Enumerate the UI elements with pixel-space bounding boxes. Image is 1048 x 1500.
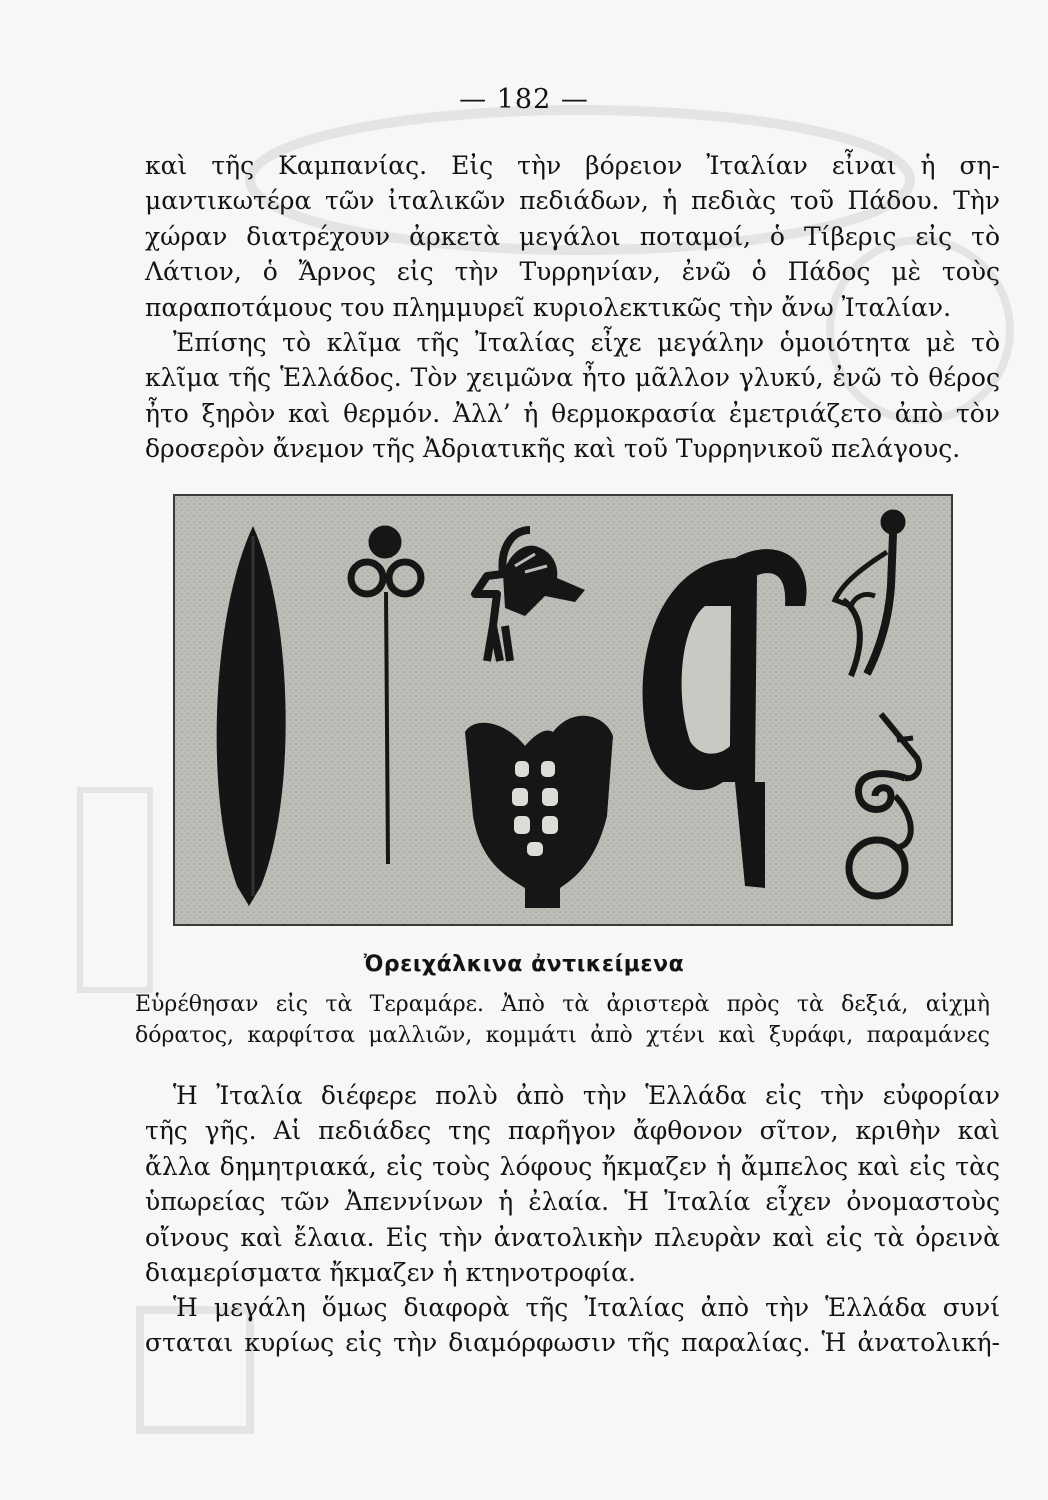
text-line: Ἡ μεγάλη ὅμως διαφορὰ τῆς Ἰταλίας ἀπὸ τὴν Ἑλλάδα συνί: [173, 1293, 1000, 1322]
page-number: — 182 —: [459, 84, 589, 115]
paragraph-1: [145, 148, 1000, 325]
text-line: κλῖμα τῆς Ἑλλάδος. Τὸν χειμῶνα ἦτο μᾶλλον γλυκύ, ἐνῶ τὸ θέρος: [145, 363, 1000, 393]
text-line: καὶ τῆς Καμπανίας. Εἰς τὴν βόρειον Ἰταλίαν εἶναι ἡ ση-: [145, 151, 1000, 180]
text-line: Λάτιον, ὁ Ἄρνος εἰς τὴν Τυρρηνίαν, ἐνῶ ὁ Πάδος μὲ τοὺς: [145, 257, 1000, 287]
text-line: ὑπωρείας τῶν Ἀπεννίνων ἡ ἐλαία. Ἡ Ἰταλία εἶχεν ὀνομαστοὺς: [145, 1187, 1000, 1217]
caption-line: Εὑρέθησαν εἰς τὰ Τεραμάρε. Ἀπὸ τὰ ἀριστερὰ πρὸς τὰ δεξιά, αἰχμὴ: [135, 992, 990, 1017]
text-line: δροσερὸν ἄνεμον τῆς Ἀδριατικῆς καὶ τοῦ Τυρρηνικοῦ πελάγους.: [145, 434, 961, 464]
text-line: ἦτο ξηρὸν καὶ θερμόν. Ἀλλ’ ἡ θερμοκρασία ἐμετριάζετο ἀπὸ τὸν: [145, 398, 1000, 428]
paragraph-3: [145, 1078, 1000, 1290]
paragraph-2: [145, 325, 1000, 467]
text-line: τῆς γῆς. Αἱ πεδιάδες της παρῆγον ἄφθονον σῖτον, κριθὴν καὶ: [145, 1116, 1000, 1146]
text-line: διαμερίσματα ἤκμαζεν ἡ κτηνοτροφία.: [145, 1258, 636, 1288]
text-line: Ἡ Ἰταλία διέφερε πολὺ ἀπὸ τὴν Ἑλλάδα εἰς τὴν εὐφορίαν: [173, 1081, 1000, 1110]
text-line: σταται κυρίως εἰς τὴν διαμόρφωσιν τῆς παραλίας. Ἡ ἀνατολική-: [145, 1328, 1000, 1358]
text-line: χώραν διατρέχουν ἀρκετὰ μεγάλοι ποταμοί, ὁ Τίβερις εἰς τὸ: [145, 221, 1000, 251]
figure-caption-text: [135, 989, 990, 1051]
text-line: παραποτάμους του πλημμυρεῖ κυριολεκτικῶς τὴν ἄνω Ἰταλίαν.: [145, 292, 952, 322]
text-line: ἄλλα δημητριακά, εἰς τοὺς λόφους ἤκμαζεν ἡ ἄμπελος καὶ εἰς τὰς: [145, 1151, 1000, 1181]
text-line: οἴνους καὶ ἔλαια. Εἰς τὴν ἀνατολικὴν πλευρὰν καὶ εἰς τὰ ὀρεινὰ: [145, 1222, 1000, 1252]
text-line: Ἐπίσης τὸ κλῖμα τῆς Ἰταλίας εἶχε μεγάλην ὁμοιότητα μὲ τὸ: [173, 328, 1000, 357]
figure-caption-title: Ὀρειχάλκινα ἀντικείμενα: [363, 952, 685, 977]
caption-line: δόρατος, καρφίτσα μαλλιῶν, κομμάτι ἀπὸ χτένι καὶ ξυράφι, παραμάνες: [135, 1023, 990, 1048]
paragraph-4: [145, 1290, 1000, 1361]
text-line: μαντικωτέρα τῶν ἰταλικῶν πεδιάδων, ἡ πεδιὰς τοῦ Πάδου. Τὴν: [145, 186, 1000, 216]
bronze-objects-photo: [173, 494, 953, 926]
